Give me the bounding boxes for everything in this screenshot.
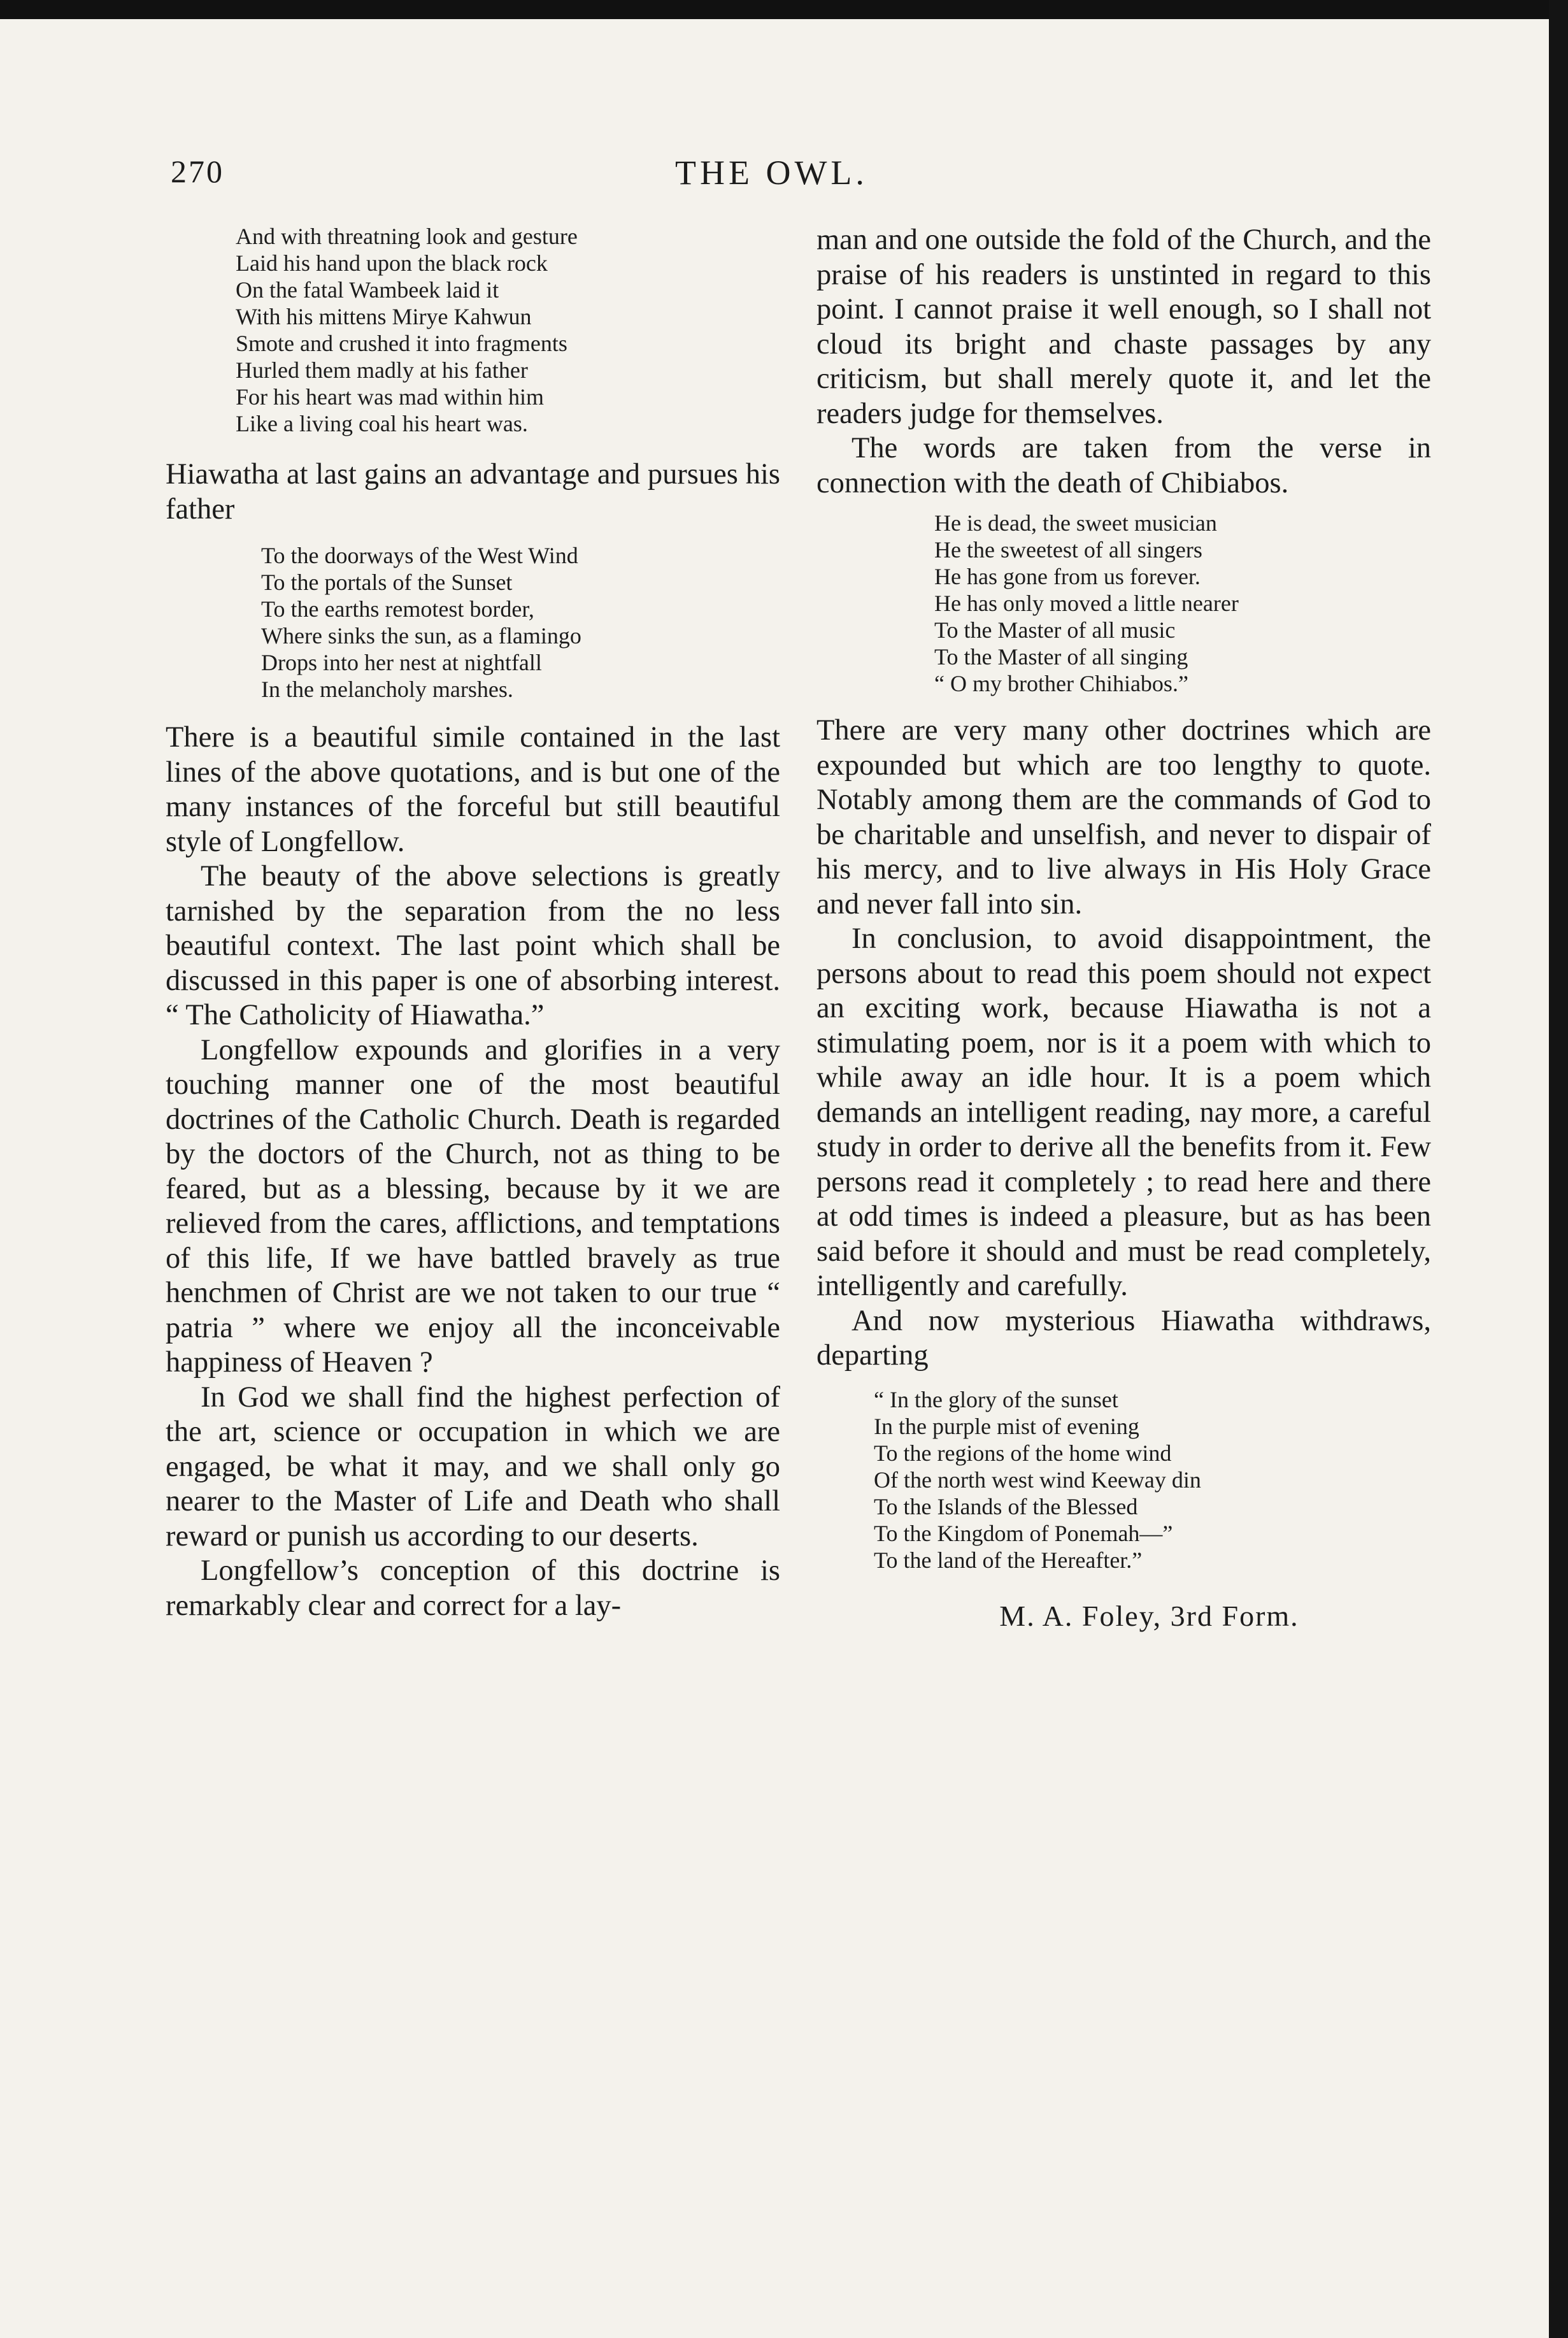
verse-block-3 xyxy=(816,510,1431,697)
verse-line: Like a living coal his heart was. xyxy=(236,411,528,436)
verse-line: Hurled them madly at his father xyxy=(236,357,528,383)
verse-line: In the purple mist of evening xyxy=(874,1413,1139,1439)
paragraph: Longfellow’s conception of this doctrine is remarkably clear and correct for a lay- xyxy=(166,1554,780,1622)
verse-line: He is dead, the sweet musician xyxy=(934,510,1217,536)
verse-line: Of the north west wind Keeway din xyxy=(874,1467,1201,1493)
right-column xyxy=(816,223,1431,1633)
verse-line: To the regions of the home wind xyxy=(874,1440,1172,1466)
paragraph: man and one outside the fold of the Church, and the praise of his readers is unstinted in regard to this point. I cannot praise it well enough, so I shall not cloud its bright and chaste passages by any criticism, but shall merely quote it, and let the readers judge for themselves. xyxy=(816,224,1431,430)
author-signature: M. A. Foley, 3rd Form. xyxy=(999,1599,1299,1632)
paragraph: There are very many other doctrines which are expounded but which are too lengthy to quote. Notably among them are the commands of God to be charitable and unselfish, and never to dispair of his mercy, and to live always in His Holy Grace and never fall into sin. xyxy=(816,714,1431,921)
verse-line: To the Islands of the Blessed xyxy=(874,1493,1138,1519)
verse-line: With his mittens Mirye Kahwun xyxy=(236,304,532,329)
paragraph: The beauty of the above selections is greatly tarnished by the separation from the no less beautiful context. The last point which shall be discussed in this paper is one of absorbing interest. “ The Catholicity of Hiawatha.” xyxy=(166,860,780,1031)
paragraph: Longfellow expounds and glorifies in a very touching manner one of the most beautiful doctrines of the Catholic Church. Death is regarded by the doctors of the Church, not as thing to be feared, but as a blessing, because by it we are relieved from the cares, afflictions, and temptations of this life, If we have battled bravely as true henchmen of Christ are we not taken to our true “ patria ” where we enjoy all the inconceivable happiness of Heaven ? xyxy=(166,1033,780,1379)
paragraph: In conclusion, to avoid disappointment, the persons about to read this poem should not expect an exciting work, because Hiawatha is not a stimulating poem, nor is it a poem with which to while away an idle hour. It is a poem which demands an intelligent reading, nay more, a careful study in order to derive all the benefits from it. Few persons read it completely ; to read here and there at odd times is indeed a pleasure, but as has been said before it should and must be read completely, intelligently and carefully. xyxy=(816,922,1431,1302)
verse-line: Drops into her nest at nightfall xyxy=(261,650,542,675)
verse-line: To the Master of all singing xyxy=(934,644,1188,670)
running-title: THE OWL. xyxy=(675,154,868,192)
verse-line: To the Kingdom of Ponemah—” xyxy=(874,1520,1173,1546)
paragraph: The words are taken from the verse in connection with the death of Chibiabos. xyxy=(816,432,1431,499)
verse-line: On the fatal Wambeek laid it xyxy=(236,277,499,303)
verse-line: Laid his hand upon the black rock xyxy=(236,250,548,276)
top-border xyxy=(0,0,1568,19)
verse-line: To the portals of the Sunset xyxy=(261,570,513,595)
verse-line: He has only moved a little nearer xyxy=(934,591,1239,616)
verse-line: And with threatning look and gesture xyxy=(236,224,578,249)
verse-line: Where sinks the sun, as a flamingo xyxy=(261,623,581,649)
paragraph: And now mysterious Hiawatha withdraws, departing xyxy=(816,1304,1431,1372)
verse-line: To the land of the Hereafter.” xyxy=(874,1547,1143,1573)
verse-line: For his heart was mad within him xyxy=(236,384,544,410)
paragraph: Hiawatha at last gains an advantage and pursues his father xyxy=(166,458,780,526)
verse-line: To the Master of all music xyxy=(934,617,1176,643)
verse-block-4 xyxy=(816,1386,1431,1574)
verse-line: To the doorways of the West Wind xyxy=(261,543,578,568)
verse-block-2 xyxy=(166,542,780,703)
right-page-edge xyxy=(1549,0,1568,2338)
page-number: 270 xyxy=(171,154,224,189)
verse-line: Smote and crushed it into fragments xyxy=(236,331,567,356)
verse-line: To the earths remotest border, xyxy=(261,596,534,622)
left-column xyxy=(166,223,780,1623)
paragraph: There is a beautiful simile contained in the last lines of the above quotations, and is but one of the many instances of the forceful but still beautiful style of Longfellow. xyxy=(166,721,780,858)
verse-line: “ O my brother Chihiabos.” xyxy=(934,671,1188,696)
verse-line: He the sweetest of all singers xyxy=(934,537,1202,563)
paragraph: In God we shall find the highest perfection of the art, science or occupation in which we are engaged, be what it may, and we shall only go nearer to the Master of Life and Death who shall reward or punish us according to our deserts. xyxy=(166,1381,780,1553)
verse-line: He has gone from us forever. xyxy=(934,564,1201,589)
verse-line: In the melancholy marshes. xyxy=(261,677,513,702)
verse-line: “ In the glory of the sunset xyxy=(874,1386,1118,1412)
verse-block-1 xyxy=(166,223,780,437)
